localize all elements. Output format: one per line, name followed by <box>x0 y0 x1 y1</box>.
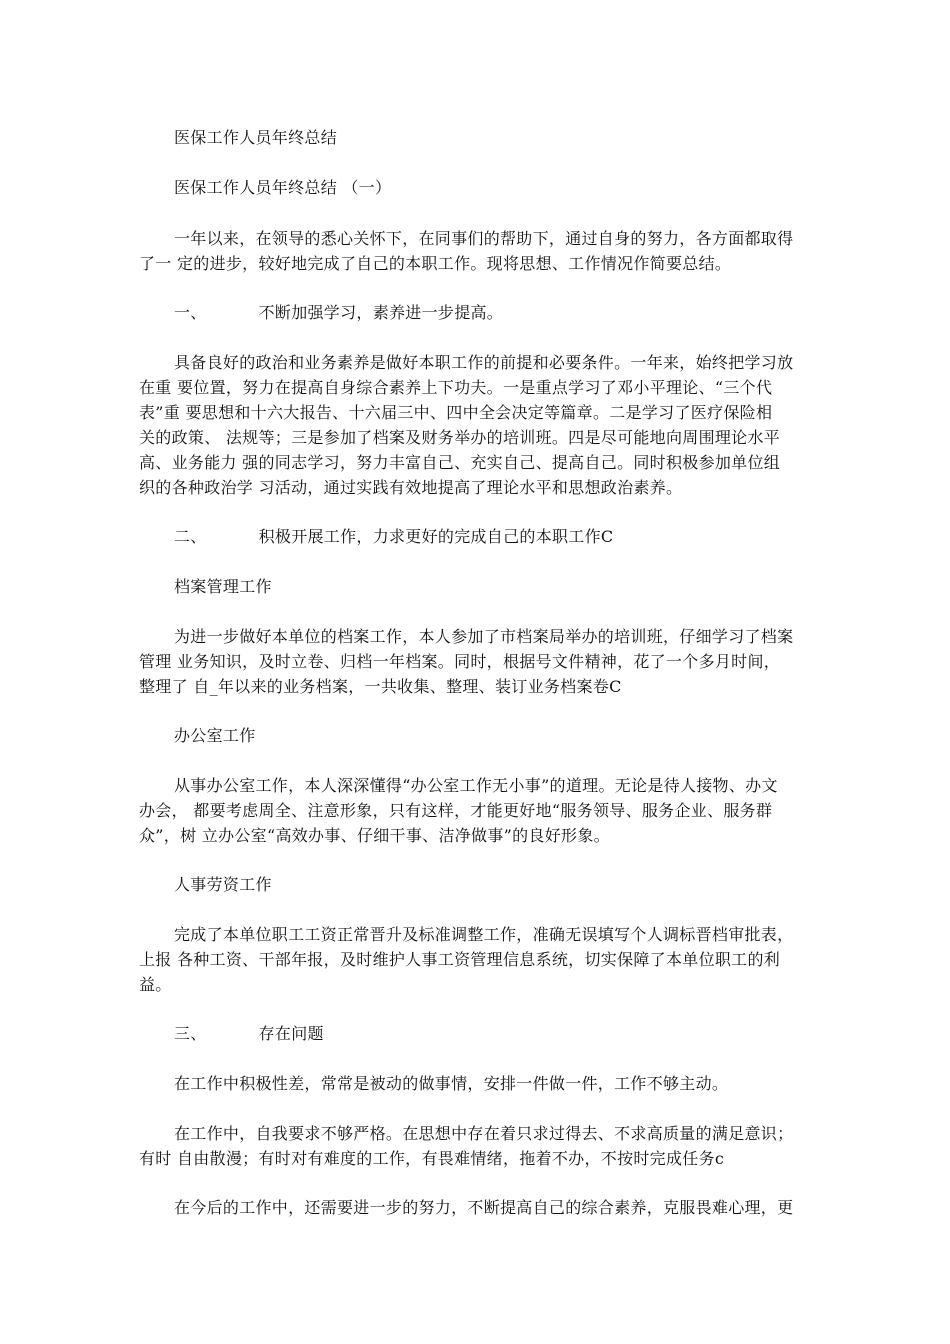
intro-line: 了一 定的进步，较好地完成了自己的本职工作。现将思想、工作情况作简要总结。 <box>139 254 732 273</box>
paragraph-line: 关的政策、 法规等；三是参加了档案及财务举办的培训班。四是尽可能地向周围理论水平 <box>139 428 781 447</box>
paragraph-line: 整理了 自_年以来的业务档案，一共收集、整理、装订业务档案卷C <box>139 677 622 696</box>
section-title: 积极开展工作，力求更好的完成自己的本职工作C <box>258 527 614 546</box>
section-heading-3 <box>174 1021 854 1046</box>
paragraph-line: 上报 各种工资、干部年报，及时维护人事工资管理信息系统，切实保障了本单位职工的利 <box>139 950 781 969</box>
paragraph-line: 众”，树 立办公室“高效办事、仔细干事、洁净做事”的良好形象。 <box>139 826 610 845</box>
section-heading-1 <box>174 300 854 325</box>
paragraph-line: 在工作中积极性差，常常是被动的做事情，安排一件做一件，工作不够主动。 <box>174 1074 729 1093</box>
section-title: 存在问题 <box>258 1024 324 1043</box>
paragraph-line: 表”重 要思想和十六大报告、十六届三中、四中全会决定等篇章。二是学习了医疗保险相 <box>139 403 773 422</box>
subheading-office: 办公室工作 <box>174 726 256 745</box>
section-number: 二、 <box>174 527 207 546</box>
subheading-archive: 档案管理工作 <box>174 577 272 596</box>
section-number: 三、 <box>174 1024 207 1043</box>
paragraph-line: 完成了本单位职工工资正常晋升及标准调整工作，准确无误填写个人调标晋档审批表， <box>174 925 794 944</box>
paragraph-line: 在工作中，自我要求不够严格。在思想中存在着只求过得去、不求高质量的满足意识； <box>174 1124 794 1143</box>
paragraph-line: 为进一步做好本单位的档案工作，本人参加了市档案局举办的培训班，仔细学习了档案 <box>174 627 794 646</box>
paragraph-line: 在今后的工作中，还需要进一步的努力，不断提高自己的综合素养，克服畏难心理，更 <box>174 1198 794 1217</box>
paragraph-line: 在重 要位置，努力在提高自身综合素养上下功夫。一是重点学习了邓小平理论、“三个代 <box>139 378 773 397</box>
section-heading-2 <box>174 524 854 549</box>
paragraph-line: 益。 <box>139 975 172 994</box>
intro-line: 一年以来，在领导的悉心关怀下，在同事们的帮助下，通过自身的努力，各方面都取得 <box>174 229 794 248</box>
paragraph-line: 具备良好的政治和业务素养是做好本职工作的前提和必要条件。一年来，始终把学习放 <box>174 353 794 372</box>
paragraph-line: 织的各种政治学 习活动，通过实践有效地提高了理论水平和思想政治素养。 <box>139 478 683 497</box>
paragraph-line: 从事办公室工作，本人深深懂得“办公室工作无小事”的道理。无论是待人接物、办文 <box>174 776 778 795</box>
document-title: 医保工作人员年终总结 <box>174 128 338 147</box>
paragraph-line: 办会， 都要考虑周全、注意形象，只有这样，才能更好地“服务领导、服务企业、服务群 <box>139 801 773 820</box>
section-number: 一、 <box>174 303 207 322</box>
paragraph-line: 有时 自由散漫；有时对有难度的工作，有畏难情绪，拖着不办，不按时完成任务c <box>139 1149 725 1168</box>
subheading-hr: 人事劳资工作 <box>174 875 272 894</box>
paragraph-line: 管理 业务知识，及时立卷、归档一年档案。同时，根据号文件精神，花了一个多月时间， <box>139 652 781 671</box>
document-subtitle: 医保工作人员年终总结 （一） <box>174 178 392 197</box>
paragraph-line: 高、业务能力 强的同志学习，努力丰富自己、充实自己、提高自己。同时积极参加单位组 <box>139 453 781 472</box>
section-title: 不断加强学习，素养进一步提高。 <box>258 303 504 322</box>
